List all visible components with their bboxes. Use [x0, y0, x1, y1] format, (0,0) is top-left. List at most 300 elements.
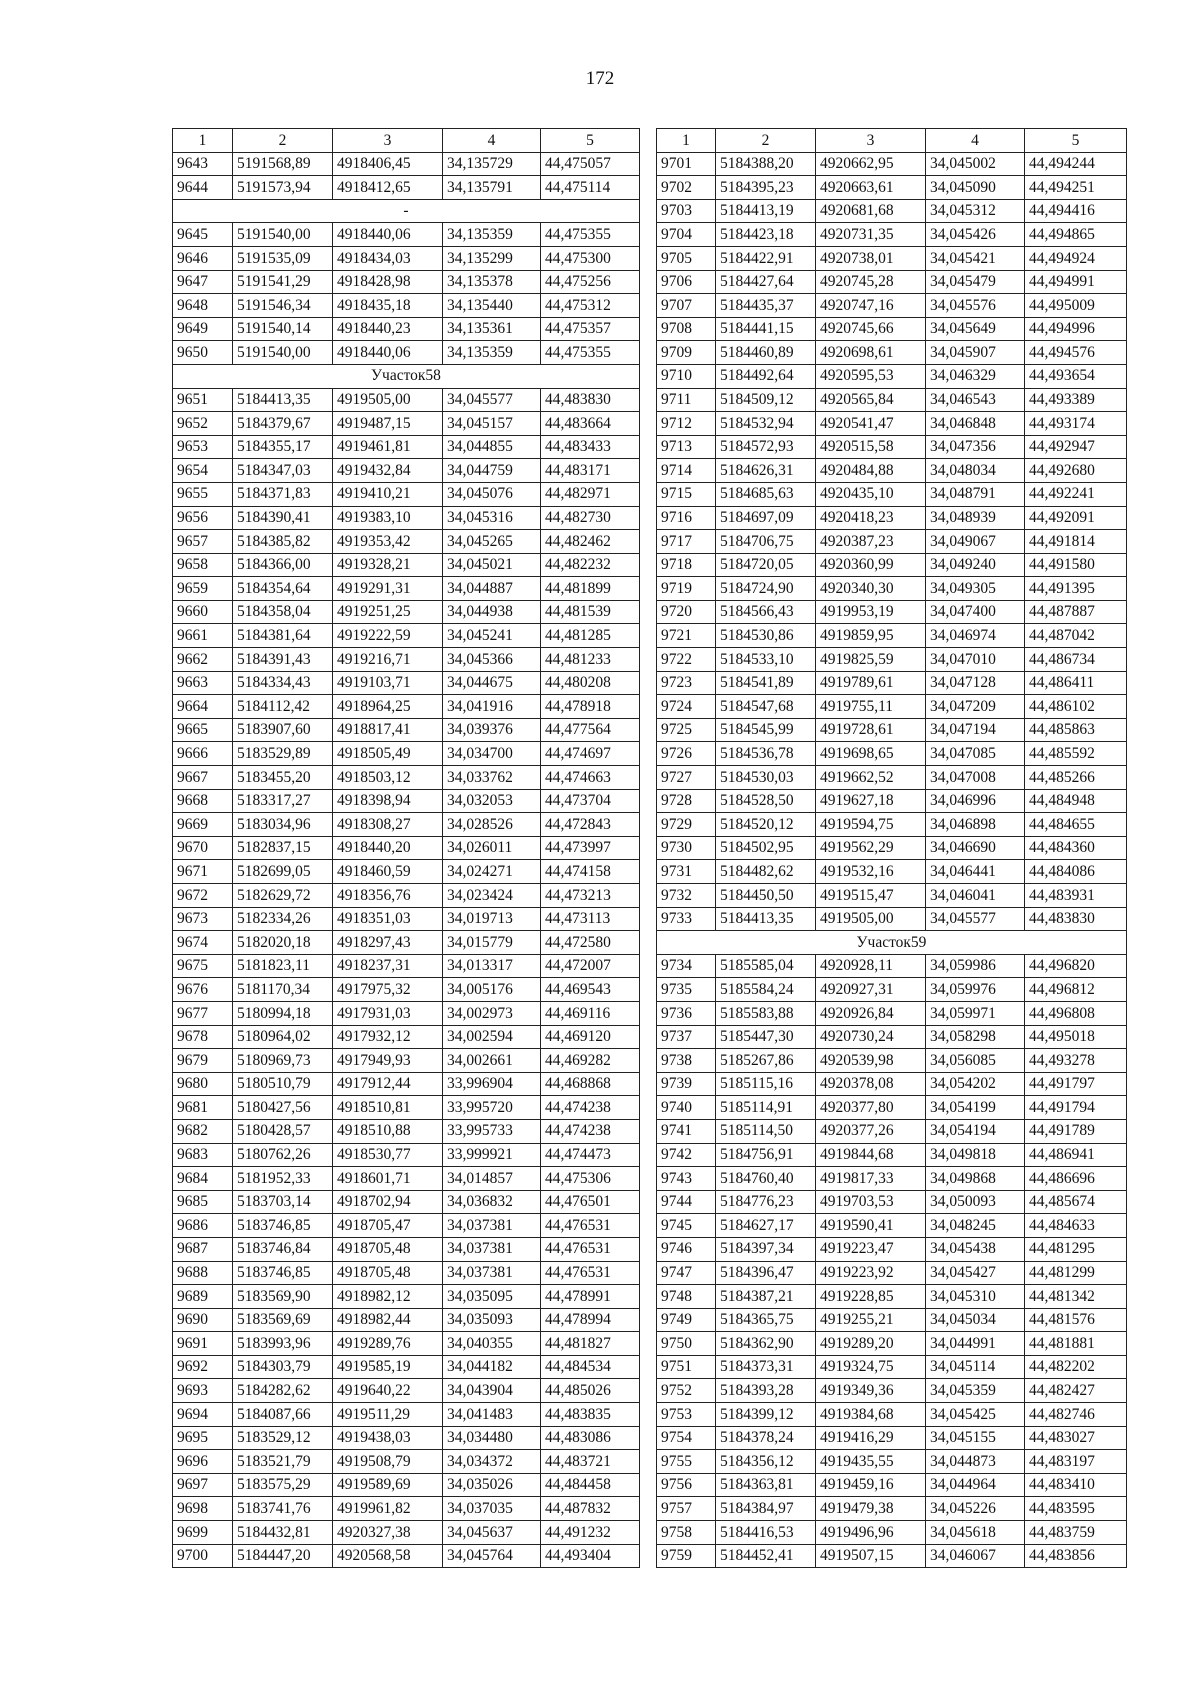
coordinate-cell: 4918460,59: [333, 860, 443, 884]
table-row: [173, 1355, 640, 1379]
point-number: 9753: [657, 1403, 716, 1427]
point-number: 9655: [173, 482, 233, 506]
coordinate-cell: 5184112,42: [233, 695, 333, 719]
coordinate-cell: 4920360,99: [816, 553, 926, 577]
coordinate-cell: 44,473113: [541, 907, 640, 931]
coordinate-cell: 33,995733: [443, 1119, 541, 1143]
table-row: [657, 1285, 1127, 1309]
point-number: 9727: [657, 766, 716, 790]
coordinate-cell: 4918406,45: [333, 152, 443, 176]
coordinate-cell: 5184347,03: [233, 459, 333, 483]
coordinate-cell: 5185114,91: [716, 1096, 816, 1120]
coordinate-cell: 34,048034: [926, 459, 1025, 483]
table-row: [657, 1001, 1127, 1025]
coordinate-cell: 44,474158: [541, 860, 640, 884]
coordinate-cell: 34,037035: [443, 1497, 541, 1521]
coordinate-cell: 5183569,69: [233, 1308, 333, 1332]
coordinate-cell: 34,045425: [926, 1403, 1025, 1427]
coordinate-cell: 4920377,80: [816, 1096, 926, 1120]
coordinate-cell: 34,135299: [443, 246, 541, 270]
coordinate-cell: 4918308,27: [333, 813, 443, 837]
coordinate-cell: 4918705,48: [333, 1237, 443, 1261]
coordinate-cell: 34,015779: [443, 931, 541, 955]
coordinate-cell: 5184334,43: [233, 671, 333, 695]
section-label: -: [173, 199, 640, 223]
coordinate-cell: 4919291,31: [333, 577, 443, 601]
table-row: [173, 506, 640, 530]
table-row: [657, 1544, 1127, 1568]
table-row: [657, 176, 1127, 200]
coordinate-cell: 5184399,12: [716, 1403, 816, 1427]
table-row: [657, 223, 1127, 247]
point-number: 9684: [173, 1167, 233, 1191]
coordinate-cell: 34,035093: [443, 1308, 541, 1332]
coordinate-cell: 5180428,57: [233, 1119, 333, 1143]
table-row: [173, 1544, 640, 1568]
coordinate-cell: 4918440,20: [333, 836, 443, 860]
point-number: 9752: [657, 1379, 716, 1403]
coordinate-cell: 5184354,64: [233, 577, 333, 601]
coordinate-cell: 44,481539: [541, 600, 640, 624]
point-number: 9724: [657, 695, 716, 719]
coordinate-cell: 34,045421: [926, 246, 1025, 270]
coordinate-cell: 34,135359: [443, 341, 541, 365]
coordinate-cell: 44,474697: [541, 742, 640, 766]
column-header: 1: [657, 129, 716, 153]
point-number: 9661: [173, 624, 233, 648]
coordinate-cell: 34,044759: [443, 459, 541, 483]
point-number: 9707: [657, 294, 716, 318]
point-number: 9658: [173, 553, 233, 577]
table-row: [657, 1403, 1127, 1427]
point-number: 9709: [657, 341, 716, 365]
coordinate-cell: 5184356,12: [716, 1450, 816, 1474]
coordinate-cell: 5184509,12: [716, 388, 816, 412]
coordinate-cell: 4918964,25: [333, 695, 443, 719]
table-row: [657, 1355, 1127, 1379]
table-row: [173, 884, 640, 908]
coordinate-cell: 34,059971: [926, 1001, 1025, 1025]
coordinate-cell: 5184627,17: [716, 1214, 816, 1238]
coordinate-cell: 44,491797: [1025, 1072, 1127, 1096]
coordinate-cell: 34,005176: [443, 978, 541, 1002]
coordinate-cell: 34,048939: [926, 506, 1025, 530]
coordinate-cell: 5182837,15: [233, 836, 333, 860]
coordinate-cell: 34,059986: [926, 954, 1025, 978]
coordinate-cell: 5184566,43: [716, 600, 816, 624]
coordinate-cell: 34,045577: [443, 388, 541, 412]
point-number: 9664: [173, 695, 233, 719]
coordinate-cell: 5191540,14: [233, 317, 333, 341]
point-number: 9659: [173, 577, 233, 601]
point-number: 9706: [657, 270, 716, 294]
coordinate-cell: 44,494996: [1025, 317, 1127, 341]
point-number: 9692: [173, 1355, 233, 1379]
coordinate-cell: 44,475357: [541, 317, 640, 341]
point-number: 9665: [173, 718, 233, 742]
point-number: 9679: [173, 1049, 233, 1073]
coordinate-cell: 5184366,00: [233, 553, 333, 577]
coordinate-cell: 34,034480: [443, 1426, 541, 1450]
coordinate-cell: 34,039376: [443, 718, 541, 742]
coordinate-cell: 5182020,18: [233, 931, 333, 955]
coordinate-cell: 5184303,79: [233, 1355, 333, 1379]
table-row: [173, 1403, 640, 1427]
coordinate-cell: 4919859,95: [816, 624, 926, 648]
coordinate-cell: 44,481299: [1025, 1261, 1127, 1285]
coordinate-cell: 4920745,28: [816, 270, 926, 294]
table-row: [657, 412, 1127, 436]
point-number: 9673: [173, 907, 233, 931]
coordinate-cell: 44,494416: [1025, 199, 1127, 223]
coordinate-cell: 34,045312: [926, 199, 1025, 223]
coordinate-cell: 4919103,71: [333, 671, 443, 695]
coordinate-cell: 44,469543: [541, 978, 640, 1002]
coordinate-cell: 5184355,17: [233, 435, 333, 459]
coordinate-cell: 5191540,00: [233, 223, 333, 247]
coordinate-cell: 44,475306: [541, 1167, 640, 1191]
table-row: [173, 435, 640, 459]
coordinate-cell: 4919384,68: [816, 1403, 926, 1427]
coordinate-cell: 44,483433: [541, 435, 640, 459]
coordinate-cell: 44,480208: [541, 671, 640, 695]
table-row: [173, 152, 640, 176]
point-number: 9689: [173, 1285, 233, 1309]
table-row: [657, 459, 1127, 483]
coordinate-cell: 4918601,71: [333, 1167, 443, 1191]
coordinate-cell: 44,491232: [541, 1521, 640, 1545]
coordinate-cell: 44,474238: [541, 1096, 640, 1120]
coordinate-cell: 5183907,60: [233, 718, 333, 742]
coordinate-cell: 4918702,94: [333, 1190, 443, 1214]
point-number: 9668: [173, 789, 233, 813]
table-row: [173, 341, 640, 365]
coordinate-cell: 34,058298: [926, 1025, 1025, 1049]
coordinate-cell: 5184724,90: [716, 577, 816, 601]
coordinate-cell: 5183521,79: [233, 1450, 333, 1474]
coordinate-cell: 44,476531: [541, 1237, 640, 1261]
coordinate-cell: 44,483197: [1025, 1450, 1127, 1474]
table-row: [657, 954, 1127, 978]
column-header: 4: [926, 129, 1025, 153]
coordinate-cell: 34,034372: [443, 1450, 541, 1474]
coordinate-cell: 5185585,04: [716, 954, 816, 978]
point-number: 9682: [173, 1119, 233, 1143]
coordinate-cell: 34,054199: [926, 1096, 1025, 1120]
coordinate-cell: 44,494244: [1025, 152, 1127, 176]
table-row: [657, 435, 1127, 459]
coordinate-cell: 34,047209: [926, 695, 1025, 719]
table-row: [173, 860, 640, 884]
coordinate-cell: 34,135359: [443, 223, 541, 247]
coordinate-cell: 5185583,88: [716, 1001, 816, 1025]
coordinate-cell: 4918398,94: [333, 789, 443, 813]
table-row: [173, 718, 640, 742]
coordinate-cell: 44,486696: [1025, 1167, 1127, 1191]
coordinate-cell: 34,046974: [926, 624, 1025, 648]
coordinate-cell: 4919216,71: [333, 648, 443, 672]
coordinate-cell: 5184482,62: [716, 860, 816, 884]
coordinate-cell: 34,046041: [926, 884, 1025, 908]
coordinate-cell: 4919461,81: [333, 435, 443, 459]
coordinate-cell: 34,044873: [926, 1450, 1025, 1474]
coordinate-cell: 44,483835: [541, 1403, 640, 1427]
point-number: 9708: [657, 317, 716, 341]
coordinate-cell: 34,046067: [926, 1544, 1025, 1568]
point-number: 9705: [657, 246, 716, 270]
coordinate-cell: 44,493654: [1025, 364, 1127, 388]
coordinate-cell: 4919496,96: [816, 1521, 926, 1545]
coordinate-cell: 34,045764: [443, 1544, 541, 1568]
coordinate-cell: 34,050093: [926, 1190, 1025, 1214]
coordinate-cell: 5180510,79: [233, 1072, 333, 1096]
coordinate-cell: 4919223,92: [816, 1261, 926, 1285]
coordinate-cell: 5180427,56: [233, 1096, 333, 1120]
table-row: [173, 742, 640, 766]
coordinate-cell: 44,491789: [1025, 1119, 1127, 1143]
coordinate-cell: 34,013317: [443, 954, 541, 978]
coordinate-cell: 4920484,88: [816, 459, 926, 483]
coordinate-cell: 44,487832: [541, 1497, 640, 1521]
coordinate-cell: 4919698,65: [816, 742, 926, 766]
table-row: [657, 907, 1127, 931]
coordinate-cell: 5183575,29: [233, 1473, 333, 1497]
table-row: [173, 1379, 640, 1403]
table-row: [657, 860, 1127, 884]
coordinate-cell: 4918428,98: [333, 270, 443, 294]
coordinate-cell: 44,472580: [541, 931, 640, 955]
coordinate-cell: 34,044855: [443, 435, 541, 459]
coordinate-cell: 44,472843: [541, 813, 640, 837]
table-row: [657, 695, 1127, 719]
coordinate-cell: 34,023424: [443, 884, 541, 908]
coordinate-cell: 5191540,00: [233, 341, 333, 365]
table-row: [657, 789, 1127, 813]
coordinate-cell: 4920435,10: [816, 482, 926, 506]
point-number: 9649: [173, 317, 233, 341]
coordinate-cell: 4919507,15: [816, 1544, 926, 1568]
coordinate-cell: 34,045426: [926, 223, 1025, 247]
coordinate-cell: 4919817,33: [816, 1167, 926, 1191]
coordinate-cell: 4919438,03: [333, 1426, 443, 1450]
coordinate-cell: 34,135729: [443, 152, 541, 176]
coordinate-cell: 44,487042: [1025, 624, 1127, 648]
table-row: [173, 624, 640, 648]
coordinate-cell: 4917912,44: [333, 1072, 443, 1096]
point-number: 9733: [657, 907, 716, 931]
point-number: 9701: [657, 152, 716, 176]
coordinate-cell: 5185584,24: [716, 978, 816, 1002]
coordinate-cell: 34,028526: [443, 813, 541, 837]
coordinate-cell: 44,483856: [1025, 1544, 1127, 1568]
coordinate-cell: 5183529,12: [233, 1426, 333, 1450]
coordinate-cell: 34,046996: [926, 789, 1025, 813]
point-number: 9671: [173, 860, 233, 884]
coordinate-cell: 5184391,43: [233, 648, 333, 672]
coordinate-cell: 44,475057: [541, 152, 640, 176]
coordinate-cell: 44,496812: [1025, 978, 1127, 1002]
table-row: [657, 152, 1127, 176]
point-number: 9657: [173, 530, 233, 554]
coordinate-cell: 44,495009: [1025, 294, 1127, 318]
coordinate-cell: 5184379,67: [233, 412, 333, 436]
table-row: [657, 600, 1127, 624]
coordinate-cell: 4919640,22: [333, 1379, 443, 1403]
table-row: [173, 1285, 640, 1309]
coordinate-cell: 5184502,95: [716, 836, 816, 860]
column-header: 2: [233, 129, 333, 153]
coordinate-cell: 44,484360: [1025, 836, 1127, 860]
coordinate-cell: 5183034,96: [233, 813, 333, 837]
header-row: [173, 129, 640, 153]
coordinate-cell: 44,483171: [541, 459, 640, 483]
coordinate-cell: 34,044964: [926, 1473, 1025, 1497]
table-row: [173, 931, 640, 955]
coordinate-cell: 34,045427: [926, 1261, 1025, 1285]
coordinate-cell: 44,485863: [1025, 718, 1127, 742]
point-number: 9699: [173, 1521, 233, 1545]
coordinate-cell: 34,135791: [443, 176, 541, 200]
point-number: 9751: [657, 1355, 716, 1379]
table-row: [173, 789, 640, 813]
coordinate-cell: 5191535,09: [233, 246, 333, 270]
coordinate-cell: 5180994,18: [233, 1001, 333, 1025]
coordinate-cell: 44,486734: [1025, 648, 1127, 672]
coordinate-cell: 4920927,31: [816, 978, 926, 1002]
coordinate-cell: 4919505,00: [816, 907, 926, 931]
coordinate-cell: 34,135378: [443, 270, 541, 294]
coordinate-cell: 44,493174: [1025, 412, 1127, 436]
coordinate-cell: 44,492241: [1025, 482, 1127, 506]
table-row: [173, 1497, 640, 1521]
table-row: [657, 364, 1127, 388]
coordinate-cell: 4919410,21: [333, 482, 443, 506]
coordinate-cell: 34,045155: [926, 1426, 1025, 1450]
point-number: 9747: [657, 1261, 716, 1285]
coordinate-cell: 33,995720: [443, 1096, 541, 1120]
coordinate-cell: 34,002594: [443, 1025, 541, 1049]
coordinate-cell: 4918705,47: [333, 1214, 443, 1238]
coordinate-cell: 4920698,61: [816, 341, 926, 365]
coordinate-cell: 4919251,25: [333, 600, 443, 624]
coordinate-cell: 5181823,11: [233, 954, 333, 978]
coordinate-cell: 44,483759: [1025, 1521, 1127, 1545]
coordinate-cell: 4918440,06: [333, 341, 443, 365]
coordinate-cell: 34,045265: [443, 530, 541, 554]
coordinate-cell: 4920377,26: [816, 1119, 926, 1143]
table-row: [657, 388, 1127, 412]
coordinate-cell: 4919703,53: [816, 1190, 926, 1214]
coordinate-cell: 44,483830: [1025, 907, 1127, 931]
point-number: 9675: [173, 954, 233, 978]
table-row: [173, 1332, 640, 1356]
point-number: 9720: [657, 600, 716, 624]
table-row: [657, 577, 1127, 601]
table-row: [657, 624, 1127, 648]
coordinate-cell: 4920541,47: [816, 412, 926, 436]
page-number: 172: [585, 68, 615, 89]
coordinate-cell: 5184776,23: [716, 1190, 816, 1214]
coordinate-cell: 34,044991: [926, 1332, 1025, 1356]
coordinate-cell: 44,482427: [1025, 1379, 1127, 1403]
table-row: [657, 1521, 1127, 1545]
coordinate-cell: 44,494865: [1025, 223, 1127, 247]
coordinate-cell: 44,469120: [541, 1025, 640, 1049]
coordinate-cell: 44,474663: [541, 766, 640, 790]
table-row: [657, 836, 1127, 860]
coordinate-cell: 34,059976: [926, 978, 1025, 1002]
coordinate-cell: 34,045438: [926, 1237, 1025, 1261]
point-number: 9718: [657, 553, 716, 577]
coordinate-cell: 34,046690: [926, 836, 1025, 860]
column-header: 3: [333, 129, 443, 153]
table-row: [657, 1072, 1127, 1096]
coordinate-cell: 5184706,75: [716, 530, 816, 554]
coordinate-cell: 34,049305: [926, 577, 1025, 601]
coordinate-cell: 5184447,20: [233, 1544, 333, 1568]
table-row: [173, 388, 640, 412]
point-number: 9662: [173, 648, 233, 672]
coordinate-cell: 5180969,73: [233, 1049, 333, 1073]
table-row: [173, 1261, 640, 1285]
point-number: 9667: [173, 766, 233, 790]
coordinate-cell: 34,002973: [443, 1001, 541, 1025]
coordinate-cell: 44,481881: [1025, 1332, 1127, 1356]
coordinate-cell: 4920738,01: [816, 246, 926, 270]
table-row: [657, 1049, 1127, 1073]
table-row: [173, 577, 640, 601]
coordinate-cell: 4919328,21: [333, 553, 443, 577]
coordinate-cell: 4918505,49: [333, 742, 443, 766]
table-row: [657, 1143, 1127, 1167]
coordinate-cell: 44,474238: [541, 1119, 640, 1143]
coordinate-cell: 34,045576: [926, 294, 1025, 318]
coordinate-cell: 5184397,34: [716, 1237, 816, 1261]
table-row: [173, 600, 640, 624]
coordinate-cell: 34,056085: [926, 1049, 1025, 1073]
coordinate-cell: 34,045479: [926, 270, 1025, 294]
coordinate-cell: 34,045366: [443, 648, 541, 672]
table-row: [173, 176, 640, 200]
section-label: Участок58: [173, 364, 640, 388]
coordinate-cell: 4919383,10: [333, 506, 443, 530]
coordinate-cell: 34,046543: [926, 388, 1025, 412]
coordinate-cell: 5184416,53: [716, 1521, 816, 1545]
table-row: [173, 1096, 640, 1120]
table-row: [173, 671, 640, 695]
coordinate-cell: 5184087,66: [233, 1403, 333, 1427]
coordinate-cell: 44,484534: [541, 1355, 640, 1379]
coordinate-cell: 34,044675: [443, 671, 541, 695]
coordinate-cell: 44,485592: [1025, 742, 1127, 766]
coordinate-cell: 5184363,81: [716, 1473, 816, 1497]
coordinate-cell: 34,045226: [926, 1497, 1025, 1521]
table-row: [657, 246, 1127, 270]
point-number: 9676: [173, 978, 233, 1002]
coordinate-cell: 5184533,10: [716, 648, 816, 672]
table-row: [173, 1049, 640, 1073]
coordinate-cell: 5184385,82: [233, 530, 333, 554]
coordinate-cell: 44,481233: [541, 648, 640, 672]
coordinate-cell: 44,469282: [541, 1049, 640, 1073]
coordinate-cell: 4917975,32: [333, 978, 443, 1002]
coordinate-cell: 44,477564: [541, 718, 640, 742]
table-row: [657, 294, 1127, 318]
coordinate-cell: 5184547,68: [716, 695, 816, 719]
coordinate-cell: 34,044938: [443, 600, 541, 624]
coordinate-cell: 34,045618: [926, 1521, 1025, 1545]
table-row: [657, 1332, 1127, 1356]
